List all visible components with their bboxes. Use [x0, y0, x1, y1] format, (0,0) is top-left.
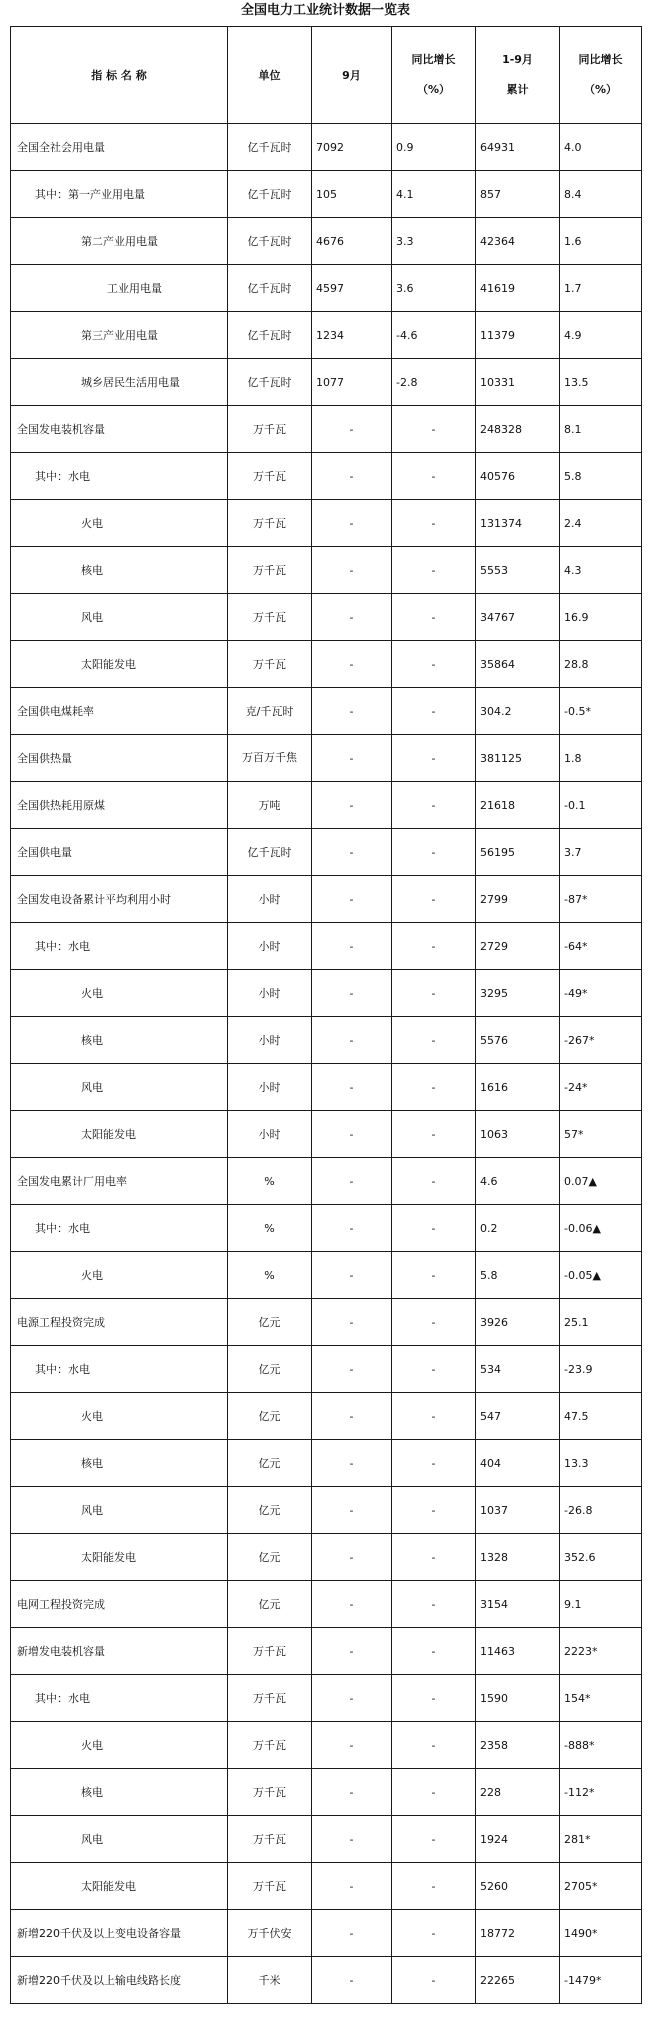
row-name: 太阳能发电: [11, 1534, 228, 1581]
row-ytd-value: 18772: [476, 1910, 560, 1957]
row-month-value: -: [312, 1534, 392, 1581]
row-ytd-value: 5260: [476, 1863, 560, 1910]
row-yoy-value: -: [392, 641, 476, 688]
row-ytd-value: 3295: [476, 970, 560, 1017]
row-unit: 万千瓦: [228, 1722, 312, 1769]
row-name: 全国供热耗用原煤: [11, 782, 228, 829]
row-month-value: -: [312, 1722, 392, 1769]
row-name: 太阳能发电: [11, 1863, 228, 1910]
row-month-value: -: [312, 735, 392, 782]
row-name: 全国发电装机容量: [11, 406, 228, 453]
row-ytd-value: 1590: [476, 1675, 560, 1722]
table-row: [11, 218, 642, 265]
row-month-value: -: [312, 1487, 392, 1534]
row-ytd-value: 0.2: [476, 1205, 560, 1252]
row-month-value: -: [312, 1299, 392, 1346]
row-month-value: 7092: [312, 124, 392, 171]
row-month-value: -: [312, 500, 392, 547]
row-ytd-yoy-value: -1479*: [560, 1957, 642, 2004]
row-name: 火电: [11, 500, 228, 547]
table-row: [11, 1910, 642, 1957]
row-ytd-yoy-value: 352.6: [560, 1534, 642, 1581]
row-unit: 万千瓦: [228, 1769, 312, 1816]
row-ytd-value: 5576: [476, 1017, 560, 1064]
row-ytd-value: 228: [476, 1769, 560, 1816]
table-row: [11, 641, 642, 688]
table-row: [11, 171, 642, 218]
row-month-value: -: [312, 547, 392, 594]
row-unit: 亿千瓦时: [228, 171, 312, 218]
row-yoy-value: 4.1: [392, 171, 476, 218]
row-name: 新增发电装机容量: [11, 1628, 228, 1675]
row-unit: 亿元: [228, 1581, 312, 1628]
row-ytd-value: 1063: [476, 1111, 560, 1158]
table-row: [11, 1534, 642, 1581]
row-month-value: -: [312, 829, 392, 876]
row-unit: 亿千瓦时: [228, 829, 312, 876]
row-name: 其中：水电: [11, 1675, 228, 1722]
row-ytd-yoy-value: 13.5: [560, 359, 642, 406]
row-ytd-yoy-value: -0.05▲: [560, 1252, 642, 1299]
row-yoy-value: -: [392, 1346, 476, 1393]
header-yoy-ytd: [560, 27, 642, 124]
row-name: 新增220千伏及以上输电线路长度: [11, 1957, 228, 2004]
row-ytd-yoy-value: 8.4: [560, 171, 642, 218]
row-month-value: -: [312, 1111, 392, 1158]
row-yoy-value: -: [392, 1675, 476, 1722]
page-title: 全国电力工业统计数据一览表: [240, 3, 410, 18]
row-yoy-value: -: [392, 923, 476, 970]
row-unit: 亿元: [228, 1534, 312, 1581]
row-month-value: -: [312, 970, 392, 1017]
row-month-value: 4597: [312, 265, 392, 312]
row-ytd-yoy-value: -49*: [560, 970, 642, 1017]
table-row: [11, 1440, 642, 1487]
row-ytd-yoy-value: 1.7: [560, 265, 642, 312]
row-yoy-value: -: [392, 1628, 476, 1675]
table-row: [11, 782, 642, 829]
row-unit: %: [228, 1252, 312, 1299]
row-month-value: -: [312, 406, 392, 453]
row-ytd-value: 35864: [476, 641, 560, 688]
table-row: [11, 876, 642, 923]
row-yoy-value: -: [392, 1017, 476, 1064]
row-unit: 小时: [228, 876, 312, 923]
row-name: 全国供电量: [11, 829, 228, 876]
row-month-value: 1077: [312, 359, 392, 406]
table-body: [11, 124, 642, 2004]
row-ytd-value: 1924: [476, 1816, 560, 1863]
row-ytd-yoy-value: 3.7: [560, 829, 642, 876]
table-row: [11, 1393, 642, 1440]
row-name: 火电: [11, 970, 228, 1017]
table-row: [11, 1205, 642, 1252]
row-ytd-yoy-value: 4.3: [560, 547, 642, 594]
row-ytd-yoy-value: 9.1: [560, 1581, 642, 1628]
row-ytd-value: 1037: [476, 1487, 560, 1534]
row-unit: 小时: [228, 970, 312, 1017]
row-unit: 万百万千焦: [228, 735, 312, 782]
table-row: [11, 1346, 642, 1393]
row-unit: 亿千瓦时: [228, 265, 312, 312]
table-row: [11, 1487, 642, 1534]
row-unit: %: [228, 1158, 312, 1205]
row-unit: 亿千瓦时: [228, 124, 312, 171]
table-row: [11, 1957, 642, 2004]
row-yoy-value: 0.9: [392, 124, 476, 171]
row-yoy-value: 3.6: [392, 265, 476, 312]
header-yoy-ytd-line1: 同比增长: [578, 53, 623, 66]
row-ytd-value: 21618: [476, 782, 560, 829]
row-ytd-yoy-value: -267*: [560, 1017, 642, 1064]
row-yoy-value: -: [392, 1440, 476, 1487]
row-ytd-yoy-value: 281*: [560, 1816, 642, 1863]
table-row: [11, 1863, 642, 1910]
header-name: 指 标 名 称: [11, 27, 228, 124]
row-yoy-value: -: [392, 594, 476, 641]
row-yoy-value: -: [392, 1816, 476, 1863]
row-name: 新增220千伏及以上变电设备容量: [11, 1910, 228, 1957]
row-ytd-value: 404: [476, 1440, 560, 1487]
row-name: 其中：水电: [11, 1346, 228, 1393]
row-ytd-value: 10331: [476, 359, 560, 406]
header-ytd: [476, 27, 560, 124]
table-row: [11, 1816, 642, 1863]
row-ytd-value: 22265: [476, 1957, 560, 2004]
row-unit: 万千瓦: [228, 641, 312, 688]
row-ytd-yoy-value: -24*: [560, 1064, 642, 1111]
row-month-value: 105: [312, 171, 392, 218]
row-month-value: -: [312, 923, 392, 970]
header-yoy-month-line1: 同比增长: [411, 53, 456, 66]
row-yoy-value: -: [392, 735, 476, 782]
table-row: [11, 406, 642, 453]
row-yoy-value: -: [392, 876, 476, 923]
row-ytd-yoy-value: 8.1: [560, 406, 642, 453]
row-unit: 小时: [228, 1111, 312, 1158]
row-ytd-value: 534: [476, 1346, 560, 1393]
row-ytd-value: 11463: [476, 1628, 560, 1675]
header-yoy-month: [392, 27, 476, 124]
header-month: 9月: [312, 27, 392, 124]
row-unit: 万千瓦: [228, 547, 312, 594]
table-row: [11, 923, 642, 970]
row-ytd-yoy-value: -0.1: [560, 782, 642, 829]
row-unit: 万千瓦: [228, 594, 312, 641]
row-unit: 亿元: [228, 1299, 312, 1346]
table-row: [11, 735, 642, 782]
row-unit: 万千瓦: [228, 453, 312, 500]
table-row: [11, 688, 642, 735]
row-ytd-yoy-value: -888*: [560, 1722, 642, 1769]
row-month-value: 1234: [312, 312, 392, 359]
row-yoy-value: -: [392, 1111, 476, 1158]
row-ytd-yoy-value: 154*: [560, 1675, 642, 1722]
row-ytd-yoy-value: -0.5*: [560, 688, 642, 735]
row-name: 核电: [11, 1440, 228, 1487]
row-unit: 亿元: [228, 1393, 312, 1440]
row-ytd-value: 131374: [476, 500, 560, 547]
row-name: 太阳能发电: [11, 1111, 228, 1158]
table-row: [11, 124, 642, 171]
row-ytd-value: 2799: [476, 876, 560, 923]
row-ytd-yoy-value: -64*: [560, 923, 642, 970]
row-yoy-value: -: [392, 1581, 476, 1628]
row-month-value: -: [312, 1440, 392, 1487]
row-ytd-yoy-value: 13.3: [560, 1440, 642, 1487]
row-ytd-value: 857: [476, 171, 560, 218]
table-row: [11, 1111, 642, 1158]
row-unit: 克/千瓦时: [228, 688, 312, 735]
row-ytd-yoy-value: 1.6: [560, 218, 642, 265]
row-ytd-value: 1328: [476, 1534, 560, 1581]
row-ytd-value: 11379: [476, 312, 560, 359]
row-yoy-value: -: [392, 1910, 476, 1957]
row-yoy-value: -: [392, 1158, 476, 1205]
row-yoy-value: -: [392, 1769, 476, 1816]
row-ytd-yoy-value: 16.9: [560, 594, 642, 641]
row-month-value: -: [312, 1346, 392, 1393]
row-unit: 千米: [228, 1957, 312, 2004]
row-month-value: -: [312, 782, 392, 829]
row-yoy-value: -: [392, 970, 476, 1017]
row-ytd-value: 5.8: [476, 1252, 560, 1299]
row-yoy-value: 3.3: [392, 218, 476, 265]
row-name: 全国发电设备累计平均利用小时: [11, 876, 228, 923]
row-unit: 万千瓦: [228, 500, 312, 547]
table-row: [11, 1722, 642, 1769]
row-month-value: -: [312, 1158, 392, 1205]
header-ytd-line2: 累计: [506, 83, 529, 96]
row-unit: 万千瓦: [228, 1628, 312, 1675]
row-ytd-yoy-value: 4.9: [560, 312, 642, 359]
row-month-value: -: [312, 688, 392, 735]
row-unit: 小时: [228, 923, 312, 970]
row-name: 核电: [11, 547, 228, 594]
row-month-value: -: [312, 1393, 392, 1440]
row-name: 全国发电累计厂用电率: [11, 1158, 228, 1205]
row-name: 全国供热量: [11, 735, 228, 782]
row-name: 核电: [11, 1017, 228, 1064]
row-unit: 万千瓦: [228, 1816, 312, 1863]
row-name: 全国供电煤耗率: [11, 688, 228, 735]
row-ytd-yoy-value: 28.8: [560, 641, 642, 688]
row-yoy-value: -: [392, 547, 476, 594]
header-unit: 单位: [228, 27, 312, 124]
row-month-value: -: [312, 1910, 392, 1957]
row-month-value: 4676: [312, 218, 392, 265]
row-month-value: -: [312, 1017, 392, 1064]
row-unit: 亿千瓦时: [228, 359, 312, 406]
row-ytd-value: 41619: [476, 265, 560, 312]
row-yoy-value: -: [392, 406, 476, 453]
table-row: [11, 1675, 642, 1722]
row-ytd-value: 547: [476, 1393, 560, 1440]
row-yoy-value: -: [392, 1957, 476, 2004]
row-ytd-yoy-value: 25.1: [560, 1299, 642, 1346]
table-row: [11, 1064, 642, 1111]
row-month-value: -: [312, 1252, 392, 1299]
row-ytd-value: 2358: [476, 1722, 560, 1769]
row-ytd-yoy-value: 0.07▲: [560, 1158, 642, 1205]
row-name: 风电: [11, 1816, 228, 1863]
row-ytd-yoy-value: 47.5: [560, 1393, 642, 1440]
row-month-value: -: [312, 1675, 392, 1722]
row-yoy-value: -: [392, 688, 476, 735]
row-name: 电网工程投资完成: [11, 1581, 228, 1628]
row-month-value: -: [312, 641, 392, 688]
table-row: [11, 970, 642, 1017]
row-month-value: -: [312, 1769, 392, 1816]
header-ytd-line1: 1-9月: [502, 53, 533, 66]
row-ytd-value: 4.6: [476, 1158, 560, 1205]
row-name: 第三产业用电量: [11, 312, 228, 359]
row-ytd-yoy-value: 1.8: [560, 735, 642, 782]
row-month-value: -: [312, 453, 392, 500]
row-unit: 小时: [228, 1017, 312, 1064]
row-yoy-value: -: [392, 1205, 476, 1252]
row-yoy-value: -: [392, 1534, 476, 1581]
row-unit: 万千瓦: [228, 1863, 312, 1910]
row-month-value: -: [312, 1957, 392, 2004]
row-yoy-value: -: [392, 1722, 476, 1769]
row-name: 核电: [11, 1769, 228, 1816]
row-unit: %: [228, 1205, 312, 1252]
row-ytd-value: 40576: [476, 453, 560, 500]
row-unit: 亿千瓦时: [228, 218, 312, 265]
row-yoy-value: -: [392, 1863, 476, 1910]
row-ytd-yoy-value: 5.8: [560, 453, 642, 500]
row-unit: 亿千瓦时: [228, 312, 312, 359]
row-month-value: -: [312, 876, 392, 923]
table-row: [11, 1628, 642, 1675]
row-yoy-value: -4.6: [392, 312, 476, 359]
row-ytd-value: 248328: [476, 406, 560, 453]
table-row: [11, 1017, 642, 1064]
row-ytd-yoy-value: 2223*: [560, 1628, 642, 1675]
row-name: 电源工程投资完成: [11, 1299, 228, 1346]
table-row: [11, 453, 642, 500]
row-name: 风电: [11, 1487, 228, 1534]
row-name: 城乡居民生活用电量: [11, 359, 228, 406]
row-yoy-value: -: [392, 453, 476, 500]
row-month-value: -: [312, 1628, 392, 1675]
row-unit: 小时: [228, 1064, 312, 1111]
row-name: 火电: [11, 1252, 228, 1299]
table-row: [11, 312, 642, 359]
row-name: 火电: [11, 1393, 228, 1440]
table-row: [11, 500, 642, 547]
row-ytd-yoy-value: 1490*: [560, 1910, 642, 1957]
table-row: [11, 547, 642, 594]
row-name: 火电: [11, 1722, 228, 1769]
row-unit: 万千伏安: [228, 1910, 312, 1957]
row-month-value: -: [312, 594, 392, 641]
row-ytd-value: 304.2: [476, 688, 560, 735]
row-name: 工业用电量: [11, 265, 228, 312]
row-unit: 亿元: [228, 1487, 312, 1534]
table-row: [11, 829, 642, 876]
table-row: [11, 1252, 642, 1299]
row-month-value: -: [312, 1581, 392, 1628]
row-month-value: -: [312, 1816, 392, 1863]
row-ytd-value: 3154: [476, 1581, 560, 1628]
row-month-value: -: [312, 1863, 392, 1910]
table-row: [11, 594, 642, 641]
row-yoy-value: -: [392, 1252, 476, 1299]
row-name: 其中：水电: [11, 1205, 228, 1252]
table-row: [11, 359, 642, 406]
row-unit: 亿元: [228, 1346, 312, 1393]
row-name: 风电: [11, 594, 228, 641]
row-ytd-value: 1616: [476, 1064, 560, 1111]
header-yoy-month-line2: （%）: [416, 83, 451, 96]
row-name: 其中：第一产业用电量: [11, 171, 228, 218]
row-unit: 亿元: [228, 1440, 312, 1487]
row-ytd-yoy-value: 4.0: [560, 124, 642, 171]
row-yoy-value: -: [392, 1487, 476, 1534]
table-header-row: [11, 27, 642, 124]
row-yoy-value: -: [392, 1299, 476, 1346]
row-yoy-value: -: [392, 829, 476, 876]
row-ytd-yoy-value: 57*: [560, 1111, 642, 1158]
row-yoy-value: -: [392, 500, 476, 547]
row-ytd-value: 381125: [476, 735, 560, 782]
row-month-value: -: [312, 1064, 392, 1111]
row-ytd-yoy-value: -23.9: [560, 1346, 642, 1393]
table-row: [11, 1769, 642, 1816]
row-ytd-value: 3926: [476, 1299, 560, 1346]
row-ytd-yoy-value: -87*: [560, 876, 642, 923]
row-name: 风电: [11, 1064, 228, 1111]
row-ytd-value: 42364: [476, 218, 560, 265]
table-row: [11, 1299, 642, 1346]
row-yoy-value: -: [392, 1064, 476, 1111]
row-ytd-yoy-value: -0.06▲: [560, 1205, 642, 1252]
row-month-value: -: [312, 1205, 392, 1252]
row-unit: 万千瓦: [228, 1675, 312, 1722]
row-yoy-value: -2.8: [392, 359, 476, 406]
row-ytd-value: 5553: [476, 547, 560, 594]
row-name: 第二产业用电量: [11, 218, 228, 265]
row-ytd-value: 56195: [476, 829, 560, 876]
row-ytd-value: 64931: [476, 124, 560, 171]
table-row: [11, 1581, 642, 1628]
table-row: [11, 1158, 642, 1205]
table-row: [11, 265, 642, 312]
row-unit: 万吨: [228, 782, 312, 829]
stats-table: [10, 26, 642, 2004]
header-yoy-ytd-line2: （%）: [583, 83, 618, 96]
row-name: 其中：水电: [11, 453, 228, 500]
row-ytd-yoy-value: -26.8: [560, 1487, 642, 1534]
row-yoy-value: -: [392, 782, 476, 829]
row-name: 全国全社会用电量: [11, 124, 228, 171]
row-ytd-yoy-value: -112*: [560, 1769, 642, 1816]
row-name: 其中：水电: [11, 923, 228, 970]
row-ytd-value: 34767: [476, 594, 560, 641]
row-ytd-yoy-value: 2.4: [560, 500, 642, 547]
row-yoy-value: -: [392, 1393, 476, 1440]
row-ytd-yoy-value: 2705*: [560, 1863, 642, 1910]
row-ytd-value: 2729: [476, 923, 560, 970]
row-name: 太阳能发电: [11, 641, 228, 688]
row-unit: 万千瓦: [228, 406, 312, 453]
